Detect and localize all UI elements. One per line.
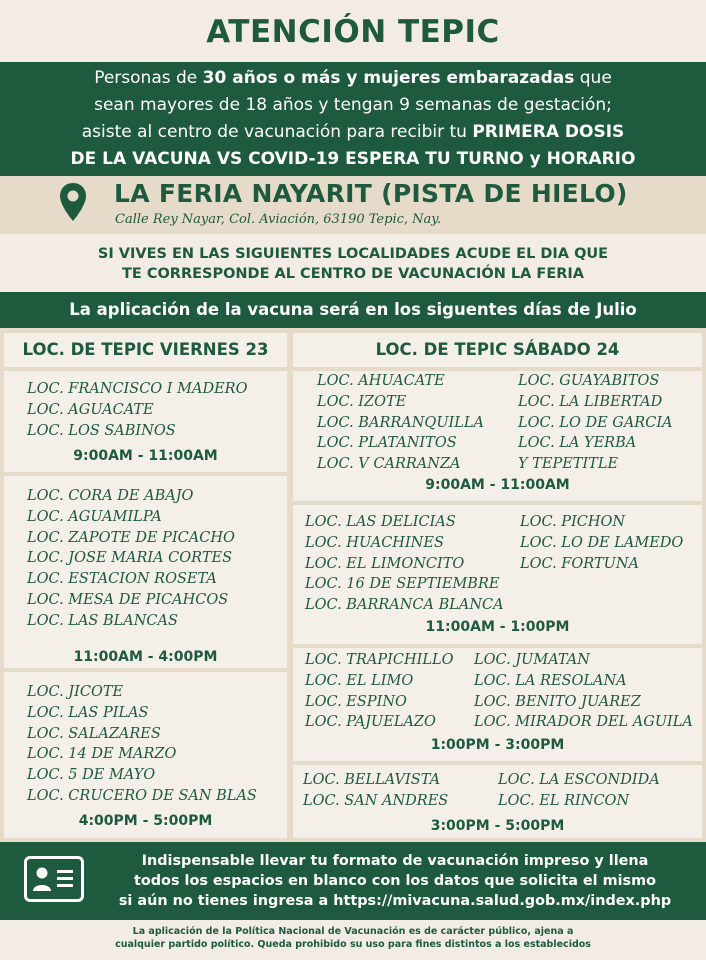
intro-line-4: DE LA VACUNA VS COVID-19 ESPERA TU TURNO y HORARIO — [70, 149, 636, 169]
id-card-icon — [24, 856, 84, 902]
locality: LOC. LAS PILAS — [27, 704, 149, 721]
friday-header: LOC. DE TEPIC VIERNES 23 — [4, 333, 287, 367]
locality: LOC. ESPINO — [305, 693, 407, 710]
locality: LOC. JICOTE — [27, 684, 124, 700]
intro-highlight: 30 años o más y mujeres embarazadas — [202, 68, 575, 88]
saturday-group-1 — [293, 371, 702, 501]
notice-text — [0, 244, 706, 284]
locality: LOC. GUAYABITOS — [518, 373, 660, 389]
saturday-group-4 — [293, 765, 702, 838]
locality: LOC. EL RINCON — [498, 792, 630, 809]
schedule-table — [0, 328, 706, 842]
map-pin-icon — [58, 182, 88, 222]
locality: LOC. PLATANITOS — [317, 435, 457, 452]
intro-text: asiste al centro de vacunación para recibir tu — [81, 122, 473, 142]
loc-list-left — [305, 512, 504, 616]
intro-line-2: sean mayores de 18 años y tengan 9 semanas de gestación; — [94, 95, 612, 115]
locality: LOC. BENITO JUAREZ — [474, 693, 641, 710]
loc-list-left — [305, 650, 453, 733]
locality: LOC. SAN ANDRES — [303, 792, 449, 809]
requirements-text — [100, 851, 690, 911]
notice-line-1: SI VIVES EN LAS SIGUIENTES LOCALIDADES ACUDE EL DIA QUE — [97, 246, 609, 262]
requirements-line-2: todos los espacios en blanco con los datos que solicita el mismo — [133, 873, 656, 889]
locality: LOC. LO DE GARCIA — [518, 414, 673, 431]
locality: LOC. 14 DE MARZO — [27, 746, 177, 763]
loc-list — [27, 486, 235, 632]
locality: LOC. LAS DELICIAS — [305, 514, 456, 530]
friday-group-3 — [4, 672, 287, 838]
friday-group-2 — [4, 476, 287, 668]
intro-text: Personas de — [94, 68, 203, 88]
time-slot: 11:00AM - 4:00PM — [73, 649, 218, 665]
page-title: ATENCIÓN TEPIC — [206, 14, 500, 50]
locality: LOC. BELLAVISTA — [303, 772, 441, 788]
locality: LOC. PAJUELAZO — [305, 714, 436, 731]
venue-banner — [0, 176, 706, 234]
loc-list — [27, 379, 247, 441]
locality: LOC. LA RESOLANA — [474, 672, 627, 689]
time-slot: 11:00AM - 1:00PM — [425, 619, 570, 635]
saturday-header: LOC. DE TEPIC SÁBADO 24 — [293, 333, 702, 367]
locality: LOC. TRAPICHILLO — [305, 652, 454, 668]
locality: LOC. JOSE MARIA CORTES — [27, 550, 233, 567]
time-slot: 9:00AM - 11:00AM — [73, 448, 218, 464]
intro-banner — [0, 62, 706, 176]
locality: LOC. 5 DE MAYO — [27, 767, 156, 784]
intro-highlight: PRIMERA DOSIS — [472, 122, 625, 142]
friday-group-1 — [4, 371, 287, 472]
time-slot: 1:00PM - 3:00PM — [430, 737, 565, 753]
locality: LOC. LO DE LAMEDO — [520, 534, 684, 551]
locality: LOC. BARRANQUILLA — [317, 414, 484, 431]
locality: LOC. AGUACATE — [27, 401, 154, 418]
locality: LOC. PICHON — [520, 514, 626, 530]
dates-band: La aplicación de la vacuna será en los siguentes días de Julio — [0, 292, 706, 328]
locality: LOC. LA LIBERTAD — [518, 393, 663, 410]
locality: LOC. ESTACION ROSETA — [27, 571, 217, 588]
locality: LOC. V CARRANZA — [317, 456, 461, 473]
locality: LOC. AGUAMILPA — [27, 508, 162, 525]
loc-list-left — [317, 371, 484, 475]
intro-line-1 — [0, 65, 706, 92]
time-slot: 9:00AM - 11:00AM — [425, 477, 570, 493]
requirements-line-1: Indispensable llevar tu formato de vacunación impreso y llena — [141, 853, 649, 869]
intro-text: que — [574, 68, 612, 88]
locality: LOC. CORA DE ABAJO — [27, 488, 194, 504]
time-slot: 3:00PM - 5:00PM — [430, 818, 565, 834]
venue-name: LA FERIA NAYARIT (PISTA DE HIELO) — [114, 179, 628, 208]
loc-list-right — [474, 650, 693, 733]
locality: LOC. JUMATAN — [474, 652, 590, 668]
locality: LOC. LA YERBA — [518, 435, 637, 452]
disclaimer — [0, 925, 706, 951]
disclaimer-line-1: La aplicación de la Política Nacional de Vacunación es de carácter público, ajena a — [132, 926, 574, 937]
locality: LOC. LA ESCONDIDA — [498, 772, 660, 788]
saturday-group-2 — [293, 505, 702, 644]
locality: LOC. CRUCERO DE SAN BLAS — [27, 787, 257, 804]
locality: LOC. EL LIMONCITO — [305, 555, 465, 572]
locality: LOC. MIRADOR DEL AGUILA — [474, 714, 693, 731]
time-slot: 4:00PM - 5:00PM — [78, 813, 213, 829]
locality: LOC. ZAPOTE DE PICACHO — [27, 529, 235, 546]
requirements-banner — [0, 842, 706, 920]
loc-list — [27, 682, 257, 807]
id-card-graphic — [27, 859, 81, 899]
loc-list-right — [498, 770, 660, 812]
locality: LOC. LOS SABINOS — [27, 422, 176, 439]
loc-list-right — [518, 371, 673, 475]
locality: LOC. SALAZARES — [27, 725, 161, 742]
locality: LOC. EL LIMO — [305, 672, 414, 689]
locality: LOC. FORTUNA — [520, 555, 639, 572]
venue-address: Calle Rey Nayar, Col. Aviación, 63190 Tepic, Nay. — [115, 212, 442, 227]
locality: LOC. FRANCISCO I MADERO — [27, 381, 248, 397]
locality: Y TEPETITLE — [518, 456, 619, 473]
notice-line-2: TE CORRESPONDE AL CENTRO DE VACUNACIÓN LA FERIA — [121, 266, 585, 282]
locality: LOC. BARRANCA BLANCA — [305, 597, 504, 614]
locality: LOC. IZOTE — [317, 393, 407, 410]
locality: LOC. AHUACATE — [317, 373, 445, 389]
loc-list-right — [520, 512, 683, 574]
locality: LOC. 16 DE SEPTIEMBRE — [305, 576, 500, 593]
locality: LOC. HUACHINES — [305, 534, 444, 551]
disclaimer-line-2: cualquier partido político. Queda prohibido su uso para fines distintos a los establecidos — [115, 939, 591, 950]
requirements-line-3: si aún no tienes ingresa a https://mivacuna.salud.gob.mx/index.php — [118, 893, 672, 909]
saturday-group-3 — [293, 648, 702, 761]
locality: LOC. LAS BLANCAS — [27, 612, 178, 629]
loc-list-left — [303, 770, 448, 812]
locality: LOC. MESA DE PICAHCOS — [27, 591, 229, 608]
intro-line-3 — [0, 119, 706, 146]
